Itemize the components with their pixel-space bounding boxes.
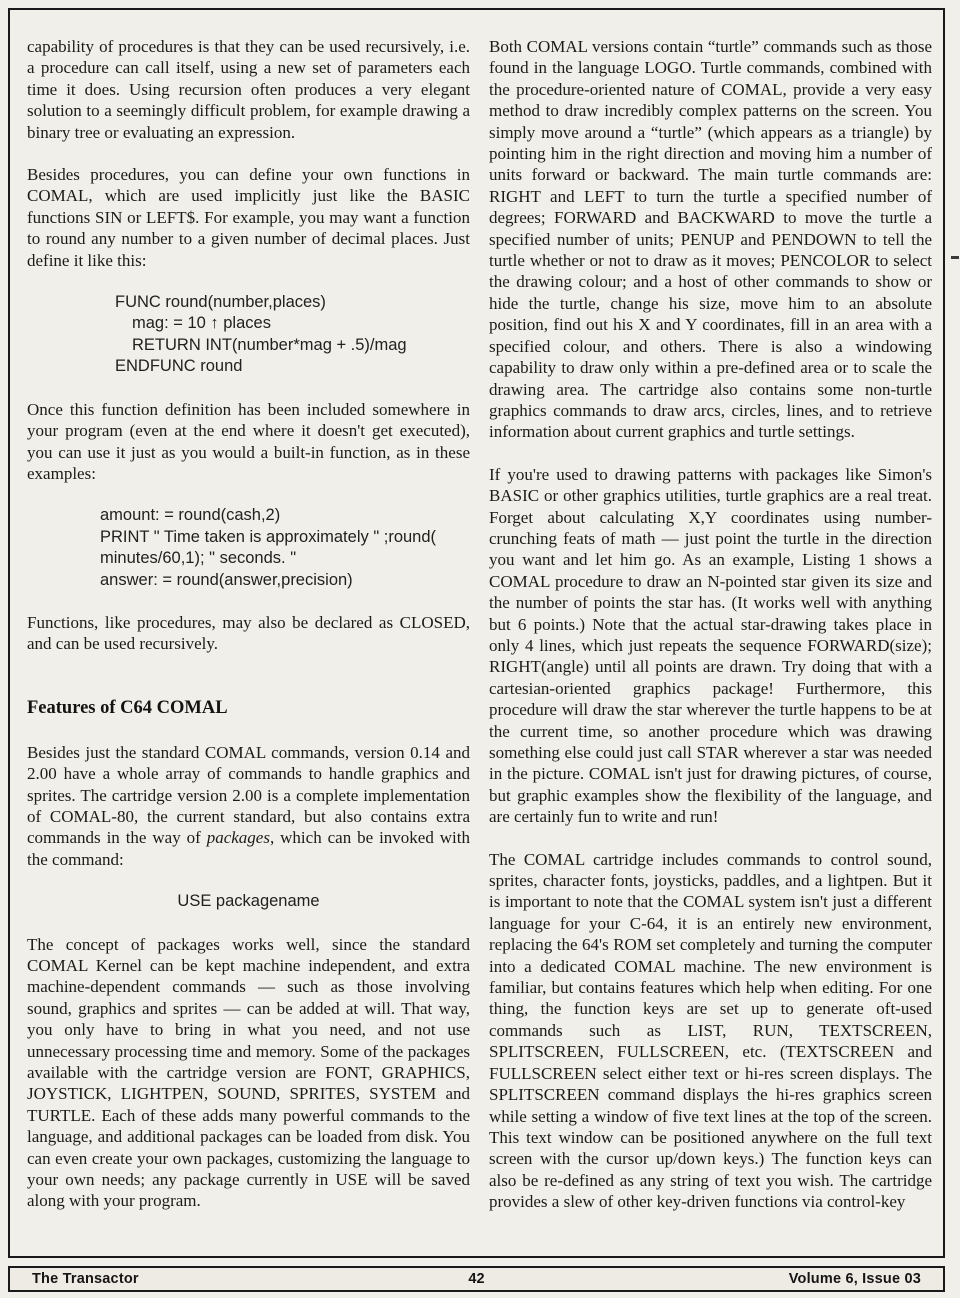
paragraph-recursion: capability of procedures is that they can be used recursively, i.e. a procedure can call itself, using a new set of parameters each time it does. Using recursion often produces a very elegant solution to a seemingly difficult problem, for example drawing a binary tree or evaluating an expression. [27, 37, 470, 142]
paragraph-turtle-graphics-listing: If you're used to drawing patterns with packages like Simon's BASIC or other graphics utilities, turtle graphics are a real treat. Forget about calculating X,Y coordinates using number-crunching feats of math — just point the turtle in the direction you want and let him go. As an example, Listing 1 shows a COMAL procedure to draw an N-pointed star given its size and the number of points the star has. (It works well with anything but 6 points.) Note that the actual star-drawing takes place in only 4 lines, which just repeats the sequence FORWARD(size); RIGHT(angle) until all points are drawn. Try doing that with a cartesian-oriented graphics package! Furthermore, this procedure will draw the star wherever the turtle happens to be at the current time, so another procedure which was drawing something else could just call STAR wherever a star was needed in the picture. COMAL isn't just for drawing pictures, of course, but graphic examples show the flexibility of the language, and are certainly fun to write and run! [489, 464, 932, 827]
footer-page-number: 42 [468, 1271, 485, 1287]
paragraph-comal-cartridge: The COMAL cartridge includes commands to control sound, sprites, character fonts, joysticks, paddles, and a lightpen. But it is important to note that the COMAL system isn't just a different language for your C-64, it is an entirely new environment, replacing the 64's ROM set completely and turning the computer into a dedicated COMAL machine. The new environment is familiar, but contains features which help when editing. For one thing, the function keys are set up to generate oft-used commands such as LIST, RUN, TEXTSCREEN, SPLITSCREEN, FULLSCREEN, etc. (TEXTSCREEN and FULLSCREEN select either text or hi-res screen displays. The SPLITSCREEN command displays the hi-res graphics screen while setting a window of five text lines at the top of the screen. This text window can be positioned anywhere on the full text screen with the cursor up/down keys.) The function keys can also be re-defined as any string of text you wish. The cartridge provides a slew of other key-driven functions via control-key [489, 849, 932, 1212]
footer-bar [8, 1266, 945, 1292]
code-line-use-packagename: USE packagename [177, 892, 320, 911]
paragraph-once-included: Once this function definition has been included somewhere in your program (even at the end where it doesn't get executed), you can use it just as you would a built-in function, as in these examples: [27, 399, 470, 483]
footer-magazine-title: The Transactor [32, 1271, 139, 1287]
page-content [27, 36, 933, 1213]
left-column [27, 36, 470, 1213]
code-block-round-examples [100, 505, 470, 591]
code-line: FUNC round(number,places) [115, 293, 326, 312]
paragraph-functions-intro: Besides procedures, you can define your own functions in COMAL, which are used implicitly just like the BASIC functions SIN or LEFT$. For example, you may want a function to round any number to a given number of decimal places. Just define it like this: [27, 165, 470, 270]
code-line: mag: = 10 ↑ places [132, 314, 271, 333]
packages-italic-word: packages [206, 828, 270, 848]
footer-issue-label: Volume 6, Issue 03 [788, 1271, 921, 1287]
paragraph-turtle-commands: Both COMAL versions contain “turtle” commands such as those found in the language LOGO. Turtle commands, combined with the procedure-oriented nature of COMAL, provide a very easy method to draw incredibly complex patterns on the screen. You simply move around a “turtle” (which appears as a triangle) by pointing him in the right direction and moving him a number of units forward or backward. The main turtle commands are: RIGHT and LEFT to turn the turtle a specified number of degrees; FORWARD and BACKWARD to move the turtle a specified number of units; PENUP and PENDOWN to tell the turtle whether or not to draw as it moves; PENCOLOR to select the drawing colour; and a host of other commands to show or hide the turtle, change his size, move him to an absolute position, find out his X and Y coordinates, fill in an area with a specified colour, and others. There is also a windowing capability to draw only within a pre-defined area or to scale the drawing area. The cartridge also contains some non-turtle graphics commands to draw arcs, circles, lines, and to retrieve information about current graphics and turtle settings. [489, 37, 932, 442]
right-column [489, 36, 932, 1213]
code-line: answer: = round(answer,precision) [100, 570, 353, 589]
code-line: amount: = round(cash,2) [100, 506, 281, 525]
paragraph-package-concept: The concept of packages works well, since the standard COMAL Kernel can be kept machine independent, and extra machine-dependent commands — such as those involving sound, graphics and sprites — can be added at will. That way, you only have to bring in what you need, and not use unnecessary processing time and memory. Some of the packages available with the cartridge version are FONT, GRAPHICS, JOYSTICK, LIGHTPEN, SOUND, SPRITES, SYSTEM and TURTLE. Each of these adds many powerful commands to the language, and additional packages can be loaded from disk. You can even create your own packages, customizing the language to your own needs; any package currently in USE will be saved along with your program. [27, 934, 470, 1211]
code-line: ENDFUNC round [115, 357, 243, 376]
paragraph-versions-packages [27, 742, 470, 870]
paragraph-closed-functions: Functions, like procedures, may also be declared as CLOSED, and can be used recursively. [27, 612, 470, 654]
heading-features-c64-comal: Features of C64 COMAL [27, 697, 228, 718]
code-line: PRINT " Time taken is approximately " ;round( [100, 527, 437, 546]
code-block-func-round [115, 292, 470, 378]
margin-tick-mark [951, 256, 959, 259]
code-line: minutes/60,1); " seconds. " [100, 549, 297, 568]
paragraph-versions-post: , which can be invoked with the command: [27, 828, 470, 869]
paragraph-versions-pre: Besides just the standard COMAL commands, version 0.14 and 2.00 have a whole array of commands to handle graphics and sprites. The cartridge version 2.00 is a complete implementation of COMAL-80, the current standard, but also contains extra commands in the way of [27, 742, 470, 848]
code-line: RETURN INT(number*mag + .5)/mag [132, 335, 407, 354]
